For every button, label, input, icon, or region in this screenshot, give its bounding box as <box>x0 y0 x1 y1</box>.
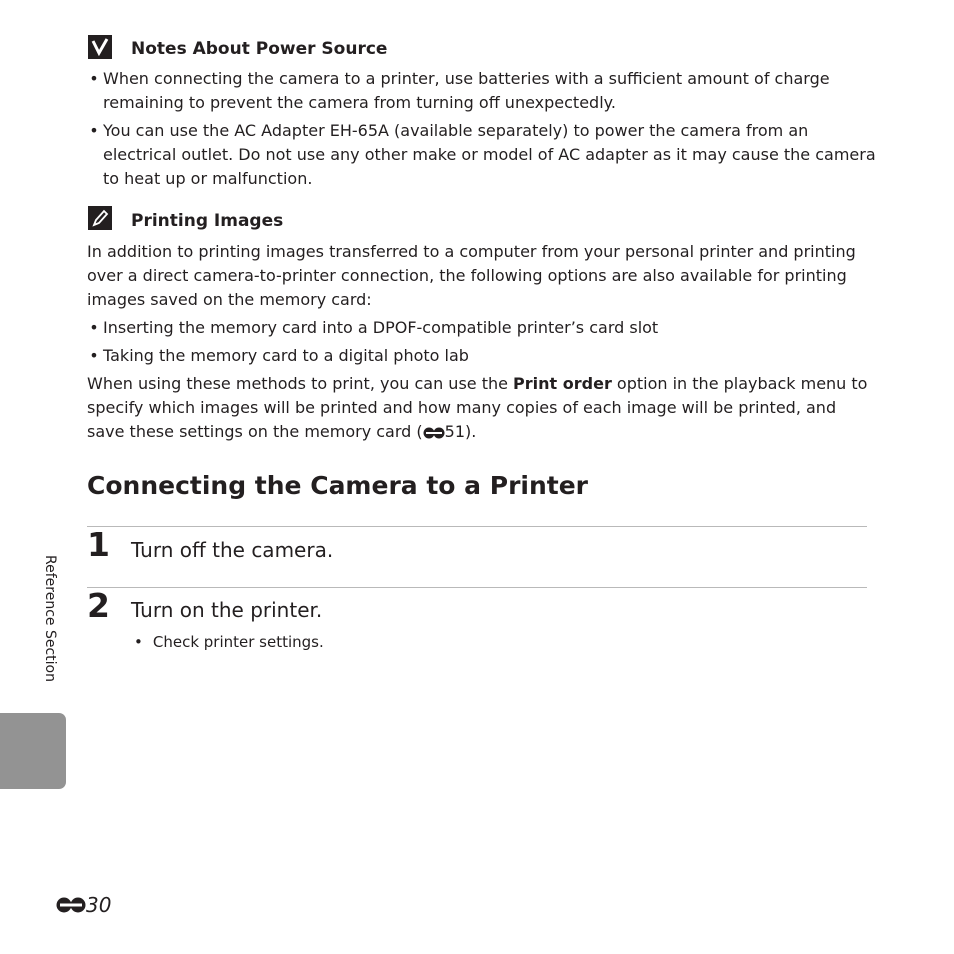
step-text: Turn off the camera. <box>131 538 334 562</box>
divider <box>87 587 867 588</box>
list-item: • When connecting the camera to a printer, use batteries with a sufficient amount of charge remaining to prevent the camera from turning off unexpectedly. <box>89 69 830 112</box>
pencil-note-icon <box>88 206 112 230</box>
section-tab <box>0 713 66 789</box>
list-item: • Check printer settings. <box>134 633 324 651</box>
printing-outro: When using these methods to print, you can use the Print order option in the playback menu to specify which images will be printed and how many copies of each image will be printed, and save these settings on the memory card ( 51). <box>87 374 868 441</box>
note-title-printing: Printing Images <box>131 211 284 231</box>
list-item: • You can use the AC Adapter EH-65A (available separately) to power the camera from an electrical outlet. Do not use any other make or model of AC adapter as it may cause the camera to heat up or malfunction. <box>89 121 876 188</box>
checkmark-warning-icon <box>88 35 112 59</box>
print-order-term: Print order <box>513 374 612 393</box>
list-item: • Taking the memory card to a digital photo lab <box>89 346 469 365</box>
step-number: 2 <box>87 586 110 625</box>
note-title-power: Notes About Power Source <box>131 39 388 59</box>
reference-e-icon <box>423 426 445 440</box>
reference-e-icon <box>56 895 86 915</box>
page-title: Connecting the Camera to a Printer <box>87 471 589 500</box>
step-number: 1 <box>87 525 110 564</box>
step-text: Turn on the printer. <box>131 598 323 622</box>
printing-intro: In addition to printing images transferred to a computer from your personal printer and printing over a direct camera-to-printer connection, the following options are also available for printing images saved on the memory card: <box>87 242 856 309</box>
page-number: 30 <box>56 893 111 917</box>
divider <box>87 526 867 527</box>
list-item: • Inserting the memory card into a DPOF-compatible printer’s card slot <box>89 318 659 337</box>
sidebar-section-label: Reference Section <box>42 555 58 682</box>
